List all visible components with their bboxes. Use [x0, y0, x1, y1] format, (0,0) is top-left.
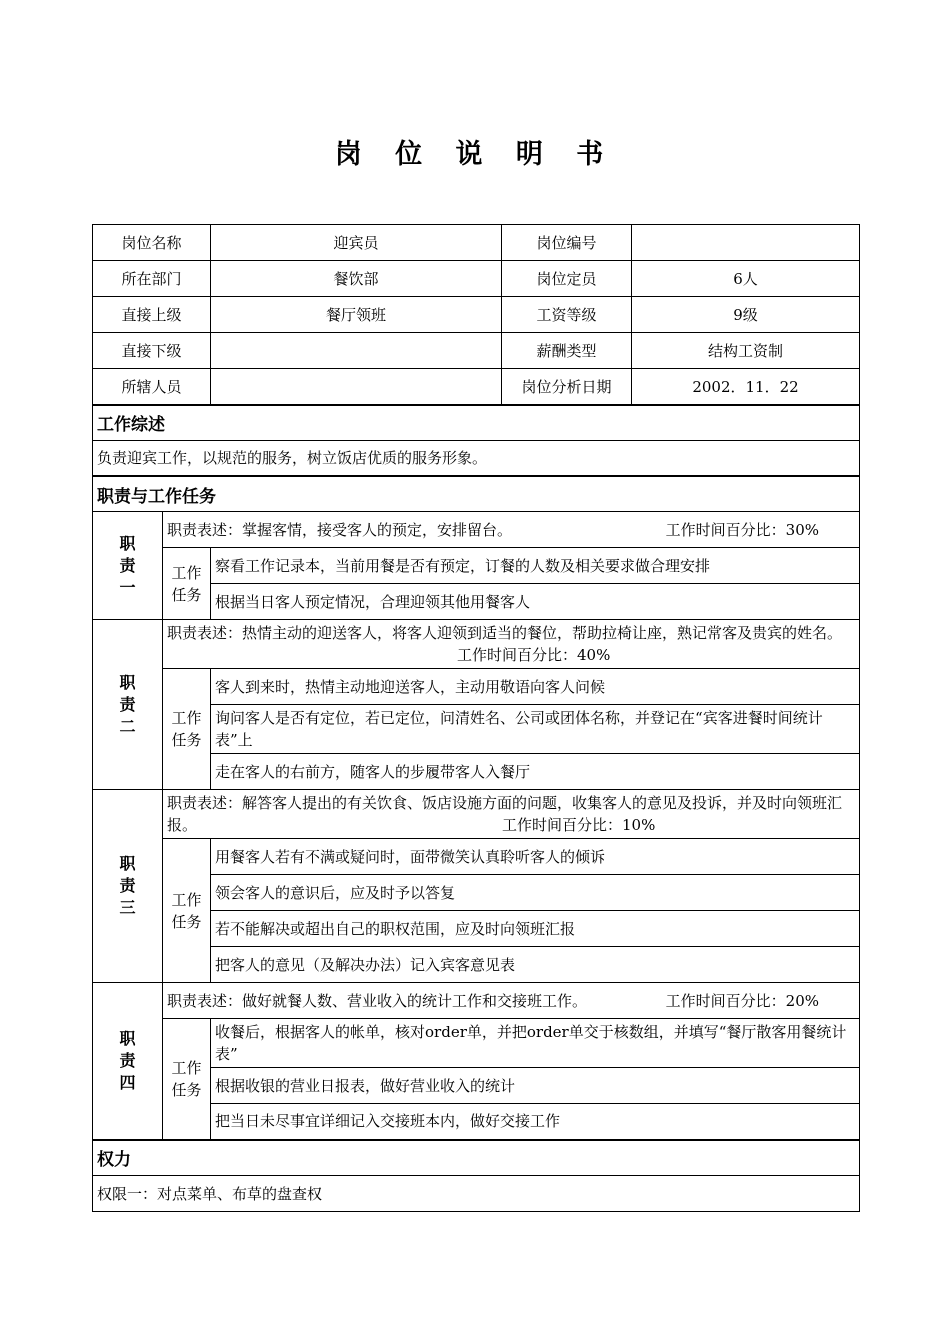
task-item: 领会客人的意识后，应及时予以答复 [211, 875, 860, 911]
label-cell: 岗位名称 [93, 225, 211, 261]
value-cell: 餐厅领班 [211, 297, 502, 333]
job-description-table [92, 224, 860, 1212]
power-heading: 权力 [93, 1140, 860, 1176]
duty-desc [163, 512, 860, 548]
task-item: 根据当日客人预定情况，合理迎领其他用餐客人 [211, 584, 860, 620]
duties-heading: 职责与工作任务 [93, 476, 860, 512]
value-cell [632, 225, 860, 261]
task-label [163, 548, 211, 620]
task-item: 走在客人的右前方，随客人的步履带客人入餐厅 [211, 754, 860, 790]
duty-desc [163, 790, 860, 839]
value-cell: 餐饮部 [211, 261, 502, 297]
label-cell: 岗位分析日期 [502, 369, 632, 405]
section-heading-row [93, 1140, 860, 1176]
task-item: 询问客人是否有定位，若已定位，问清姓名、公司或团体名称，并登记在“宾客进餐时间统计表”上 [211, 705, 860, 754]
label-cell: 所辖人员 [93, 369, 211, 405]
task-label-text: 工作任务 [171, 1058, 202, 1099]
duty-pct: 工作时间百分比：30% [665, 520, 820, 539]
section-heading-row [93, 405, 860, 441]
basic-row [93, 369, 860, 405]
duty-desc-text: 职责表述：解答客人提出的有关饮食、饭店设施方面的问题，收集客人的意见及投诉，并及时向领班汇报。 [167, 794, 843, 834]
label-cell: 薪酬类型 [502, 333, 632, 369]
basic-row [93, 225, 860, 261]
duty-pct: 工作时间百分比：40% [457, 646, 611, 664]
task-row [93, 669, 860, 705]
task-row [93, 839, 860, 875]
label-cell: 岗位编号 [502, 225, 632, 261]
duty-desc [163, 620, 860, 669]
basic-row [93, 333, 860, 369]
power-item: 权限一：对点菜单、布草的盘查权 [93, 1175, 860, 1211]
basic-row [93, 297, 860, 333]
task-label-text: 工作任务 [171, 890, 202, 931]
task-item: 收餐后，根据客人的帐单，核对order单，并把order单交于核数组，并填写“餐厅散客用餐统计表” [211, 1019, 860, 1068]
task-label [163, 669, 211, 790]
duty-pct: 工作时间百分比：20% [665, 991, 820, 1010]
section-heading-row [93, 476, 860, 512]
duty-title-text: 职责二 [119, 672, 136, 736]
duty-title [93, 983, 163, 1140]
duty-title [93, 512, 163, 620]
label-cell: 直接上级 [93, 297, 211, 333]
duty-desc-text: 职责表述：掌握客情，接受客人的预定，安排留台。 [167, 520, 513, 539]
task-label [163, 839, 211, 983]
label-cell: 所在部门 [93, 261, 211, 297]
value-cell: 6人 [632, 261, 860, 297]
value-cell: 结构工资制 [632, 333, 860, 369]
duty-title-text: 职责一 [119, 533, 136, 597]
task-item: 客人到来时，热情主动地迎送客人，主动用敬语向客人问候 [211, 669, 860, 705]
power-row [93, 1175, 860, 1211]
summary-row [93, 440, 860, 476]
duty-desc-text: 职责表述：热情主动的迎送客人，将客人迎领到适当的餐位，帮助拉椅让座，熟记常客及贵宾的姓名。 [167, 624, 843, 642]
task-row [93, 1019, 860, 1068]
page-title: 岗 位 说 明 书 [334, 139, 616, 170]
task-item: 把客人的意见（及解决办法）记入宾客意见表 [211, 947, 860, 983]
value-cell: 2002．11．22 [632, 369, 860, 405]
duty-desc-row [93, 983, 860, 1019]
task-row [93, 548, 860, 584]
label-cell: 直接下级 [93, 333, 211, 369]
value-cell [211, 333, 502, 369]
duty-desc-row [93, 512, 860, 548]
task-label [163, 1019, 211, 1140]
duty-title-text: 职责三 [119, 854, 136, 917]
duty-desc-row [93, 790, 860, 839]
duty-pct: 工作时间百分比：10% [502, 816, 656, 834]
duty-desc-row [93, 620, 860, 669]
summary-heading: 工作综述 [93, 405, 860, 441]
value-cell: 9级 [632, 297, 860, 333]
duty-desc-text: 职责表述：做好就餐人数、营业收入的统计工作和交接班工作。 [167, 991, 588, 1010]
duty-title [93, 790, 163, 983]
task-label-text: 工作任务 [171, 563, 202, 604]
duty-title-text: 职责四 [119, 1028, 136, 1092]
basic-row [93, 261, 860, 297]
label-cell: 岗位定员 [502, 261, 632, 297]
task-item: 察看工作记录本，当前用餐是否有预定，订餐的人数及相关要求做合理安排 [211, 548, 860, 584]
task-item: 用餐客人若有不满或疑问时，面带微笑认真聆听客人的倾诉 [211, 839, 860, 875]
label-cell: 工资等级 [502, 297, 632, 333]
value-cell: 迎宾员 [211, 225, 502, 261]
task-item: 根据收银的营业日报表，做好营业收入的统计 [211, 1068, 860, 1104]
duty-title [93, 620, 163, 790]
task-item: 若不能解决或超出自己的职权范围，应及时向领班汇报 [211, 911, 860, 947]
value-cell [211, 369, 502, 405]
summary-text: 负责迎宾工作，以规范的服务，树立饭店优质的服务形象。 [93, 440, 860, 476]
task-item: 把当日未尽事宜详细记入交接班本内，做好交接工作 [211, 1104, 860, 1140]
duty-desc [163, 983, 860, 1019]
task-label-text: 工作任务 [171, 709, 202, 749]
